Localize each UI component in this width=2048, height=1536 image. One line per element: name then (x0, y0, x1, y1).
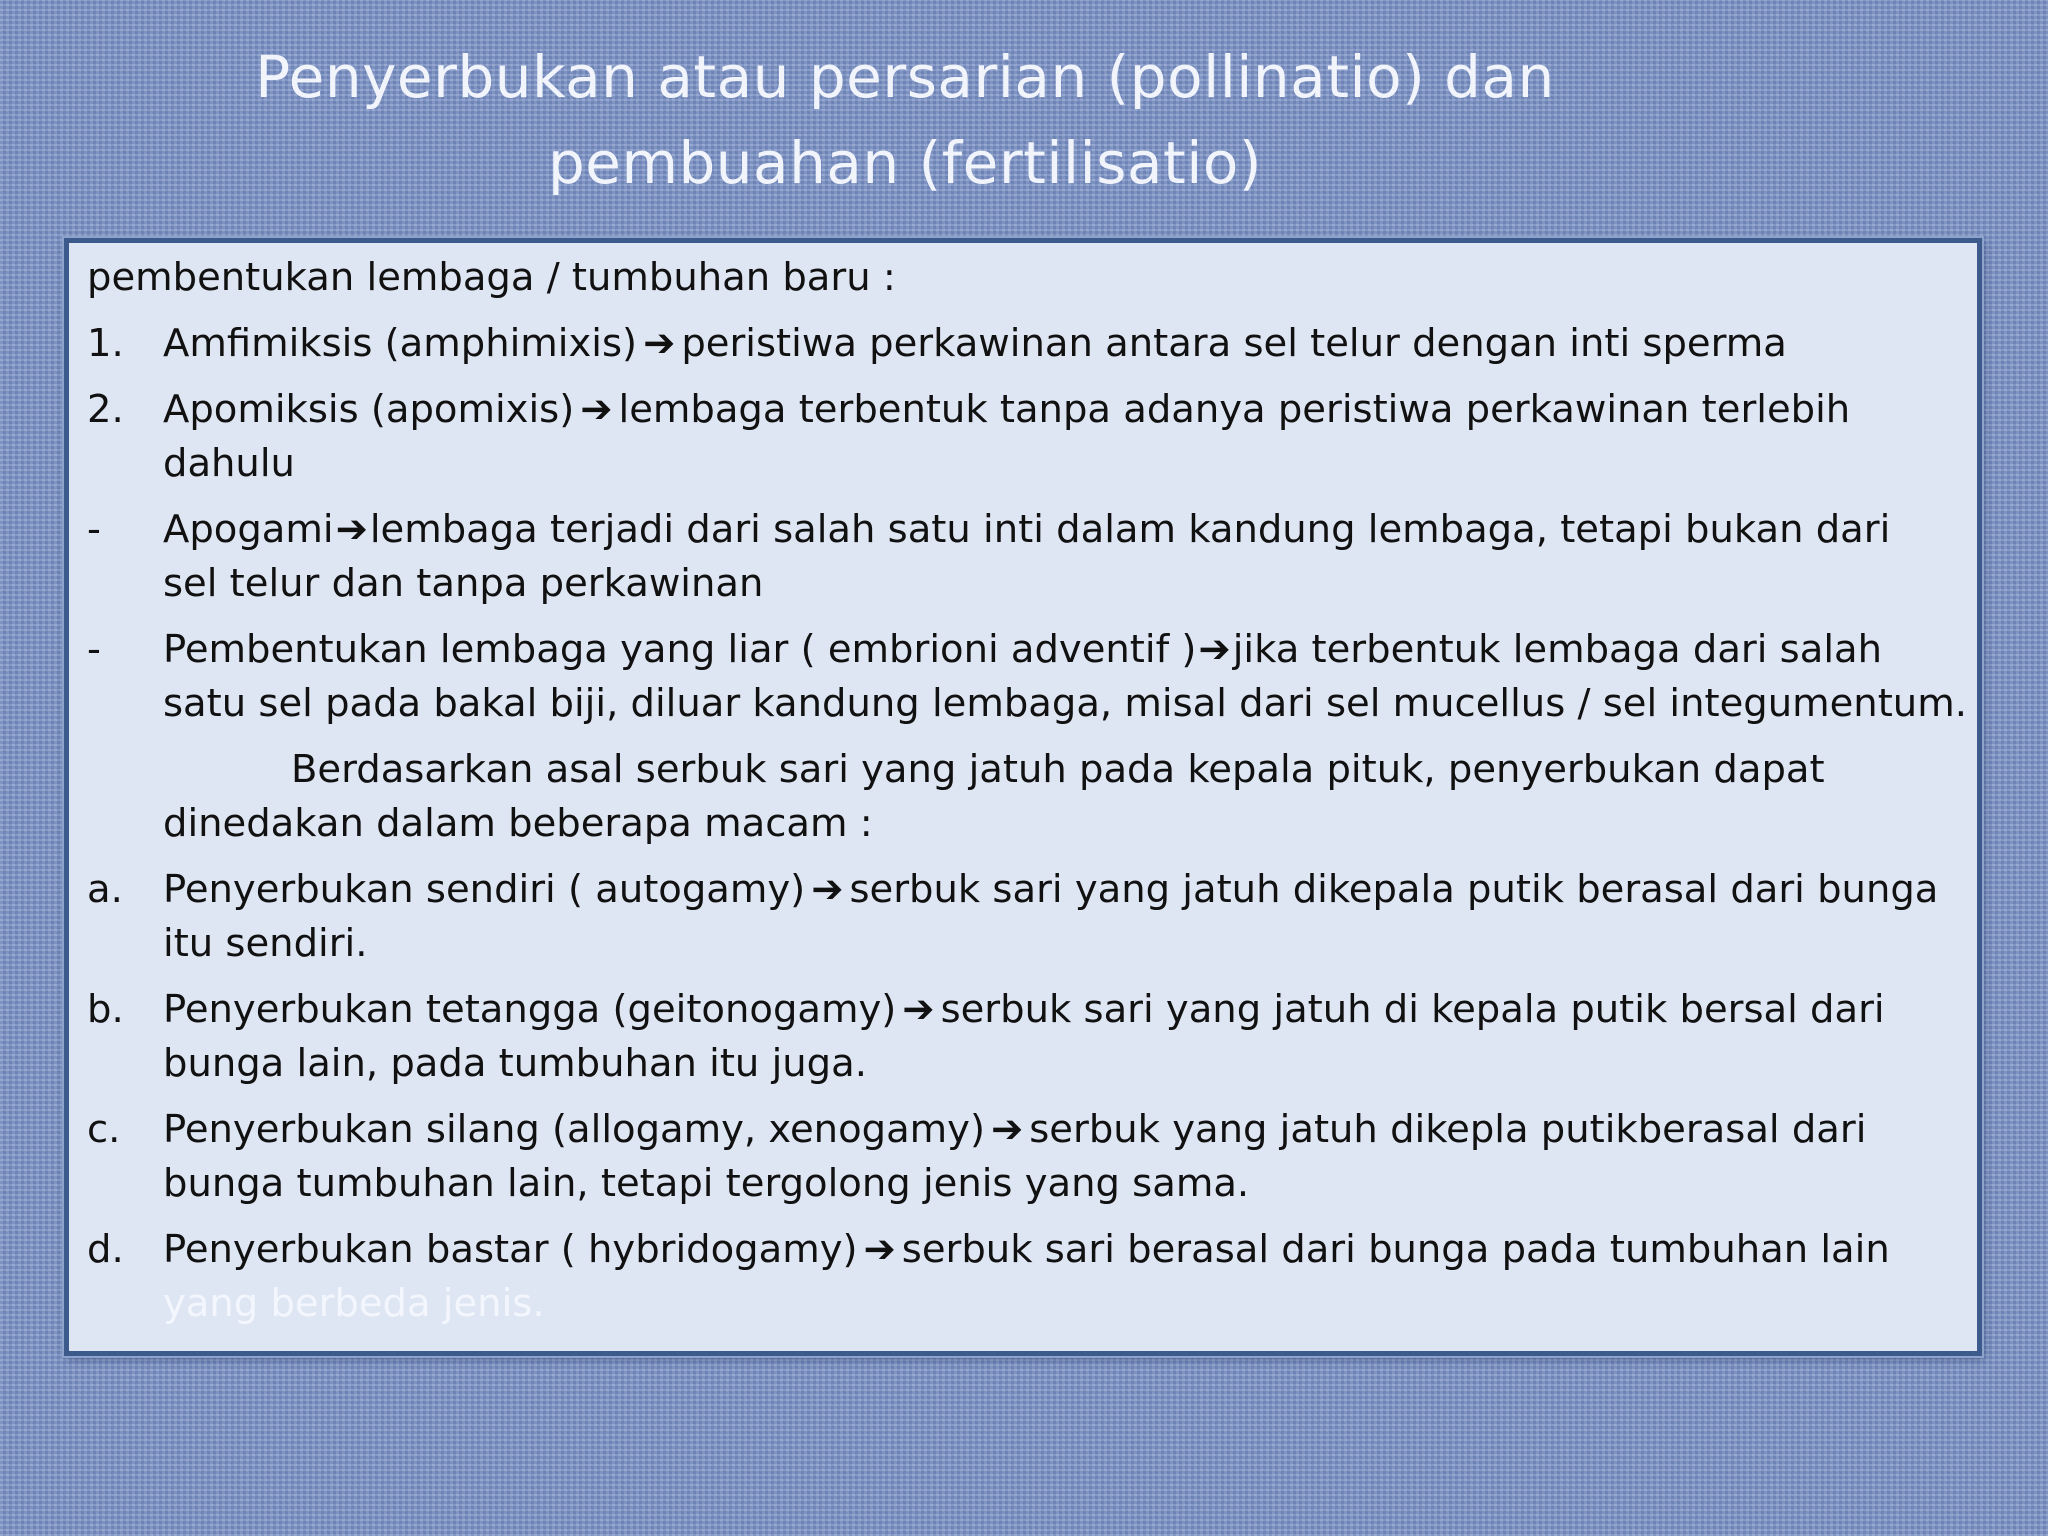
list-item-term: Apogami (163, 507, 334, 552)
list-item-term: Penyerbukan sendiri ( autogamy) (163, 867, 806, 912)
list-item-body (163, 1103, 1867, 1211)
list-item-term: Penyerbukan tetangga (geitonogamy) (163, 987, 897, 1032)
list-item-b (87, 983, 1885, 1091)
list-item-continuation: sel telur dan tanpa perkawinan (163, 561, 764, 606)
paragraph-line-1: Berdasarkan asal serbuk sari yang jatuh pada kepala pituk, penyerbukan dapat (291, 747, 1825, 792)
list-item-body (163, 1223, 1890, 1331)
list-item-line (163, 1223, 1890, 1277)
slide-title-line-2: pembuahan (fertilisatio) (547, 129, 1262, 197)
list-item-body (163, 983, 1885, 1091)
list-item-continuation: yang berbeda jenis. (163, 1281, 545, 1326)
list-item-description: lembaga terbentuk tanpa adanya peristiwa perkawinan terlebih (618, 387, 1851, 432)
right-arrow-icon: ➔ (902, 987, 935, 1032)
right-arrow-icon: ➔ (863, 1227, 896, 1272)
list-item-1 (87, 317, 1867, 371)
intro-text: pembentukan lembaga / tumbuhan baru : (87, 255, 896, 300)
list-item-continuation: bunga tumbuhan lain, tetapi tergolong jenis yang sama. (163, 1161, 1250, 1206)
slide-title (180, 34, 1630, 206)
list-item-a (87, 863, 1939, 971)
list-item-term: Apomiksis (apomixis) (163, 387, 575, 432)
right-arrow-icon: ➔ (643, 321, 676, 366)
list-item-body (163, 317, 1867, 371)
list-item-description: jika terbentuk lembaga dari salah (1232, 627, 1883, 672)
right-arrow-icon: ➔ (580, 387, 613, 432)
content-text (87, 251, 1967, 1331)
list-marker: 1. (87, 321, 124, 366)
list-item-description: serbuk sari berasal dari bunga pada tumbuhan lain (901, 1227, 1890, 1272)
list-item-term: Amfimiksis (amphimixis) (163, 321, 638, 366)
list-item-embrioni-adventif (87, 623, 1967, 731)
list-item-continuation: satu sel pada bakal biji, diluar kandung lembaga, misal dari sel mucellus / sel integumentum. (163, 681, 1967, 726)
list-item-continuation: itu sendiri. (163, 921, 368, 966)
list-item-description: serbuk yang jatuh dikepla putikberasal dari (1029, 1107, 1867, 1152)
list-item-line (163, 983, 1885, 1037)
list-item-description: serbuk sari yang jatuh di kepala putik bersal dari (940, 987, 1885, 1032)
paragraph-line-2: dinedakan dalam beberapa macam : (163, 801, 873, 846)
list-item-body (163, 503, 1890, 611)
list-marker: b. (87, 987, 124, 1032)
list-item-d (87, 1223, 1890, 1331)
right-arrow-icon: ➔ (1198, 627, 1231, 672)
list-item-body (163, 383, 1867, 491)
list-item-line (163, 1103, 1867, 1157)
list-item-apogami (87, 503, 1891, 611)
list-item-body (163, 623, 1967, 731)
list-item-line (163, 383, 1867, 437)
list-marker: 2. (87, 387, 124, 432)
right-arrow-icon: ➔ (811, 867, 844, 912)
list-item-line (163, 863, 1938, 917)
list-item-body (163, 863, 1938, 971)
list-item-description: serbuk sari yang jatuh dikepala putik berasal dari bunga (849, 867, 1939, 912)
list-item-continuation: dahulu (163, 441, 295, 486)
list-marker: - (87, 627, 101, 672)
list-item-line (163, 317, 1867, 371)
list-item-line (163, 503, 1890, 557)
list-item-line (163, 623, 1967, 677)
content-box (64, 238, 1982, 1356)
right-arrow-icon: ➔ (990, 1107, 1024, 1152)
list-item-c (87, 1103, 1867, 1211)
list-item-term: Pembentukan lembaga yang liar ( embrioni adventif ) (163, 627, 1197, 672)
intro-paragraph (87, 743, 1867, 851)
list-item-term: Penyerbukan bastar ( hybridogamy) (163, 1227, 858, 1272)
list-item-description: lembaga terjadi dari salah satu inti dalam kandung lembaga, tetapi bukan dari (369, 507, 1891, 552)
list-item-description: peristiwa perkawinan antara sel telur dengan inti sperma (681, 321, 1787, 366)
slide-title-line-1: Penyerbukan atau persarian (pollinatio) dan (255, 43, 1555, 111)
list-item-term: Penyerbukan silang (allogamy, xenogamy) (163, 1107, 985, 1152)
right-arrow-icon: ➔ (335, 507, 368, 552)
list-marker: - (87, 507, 101, 552)
list-marker: c. (87, 1107, 121, 1152)
list-marker: a. (87, 867, 123, 912)
list-item-2 (87, 383, 1867, 491)
list-item-continuation: bunga lain, pada tumbuhan itu juga. (163, 1041, 867, 1086)
list-marker: d. (87, 1227, 124, 1272)
